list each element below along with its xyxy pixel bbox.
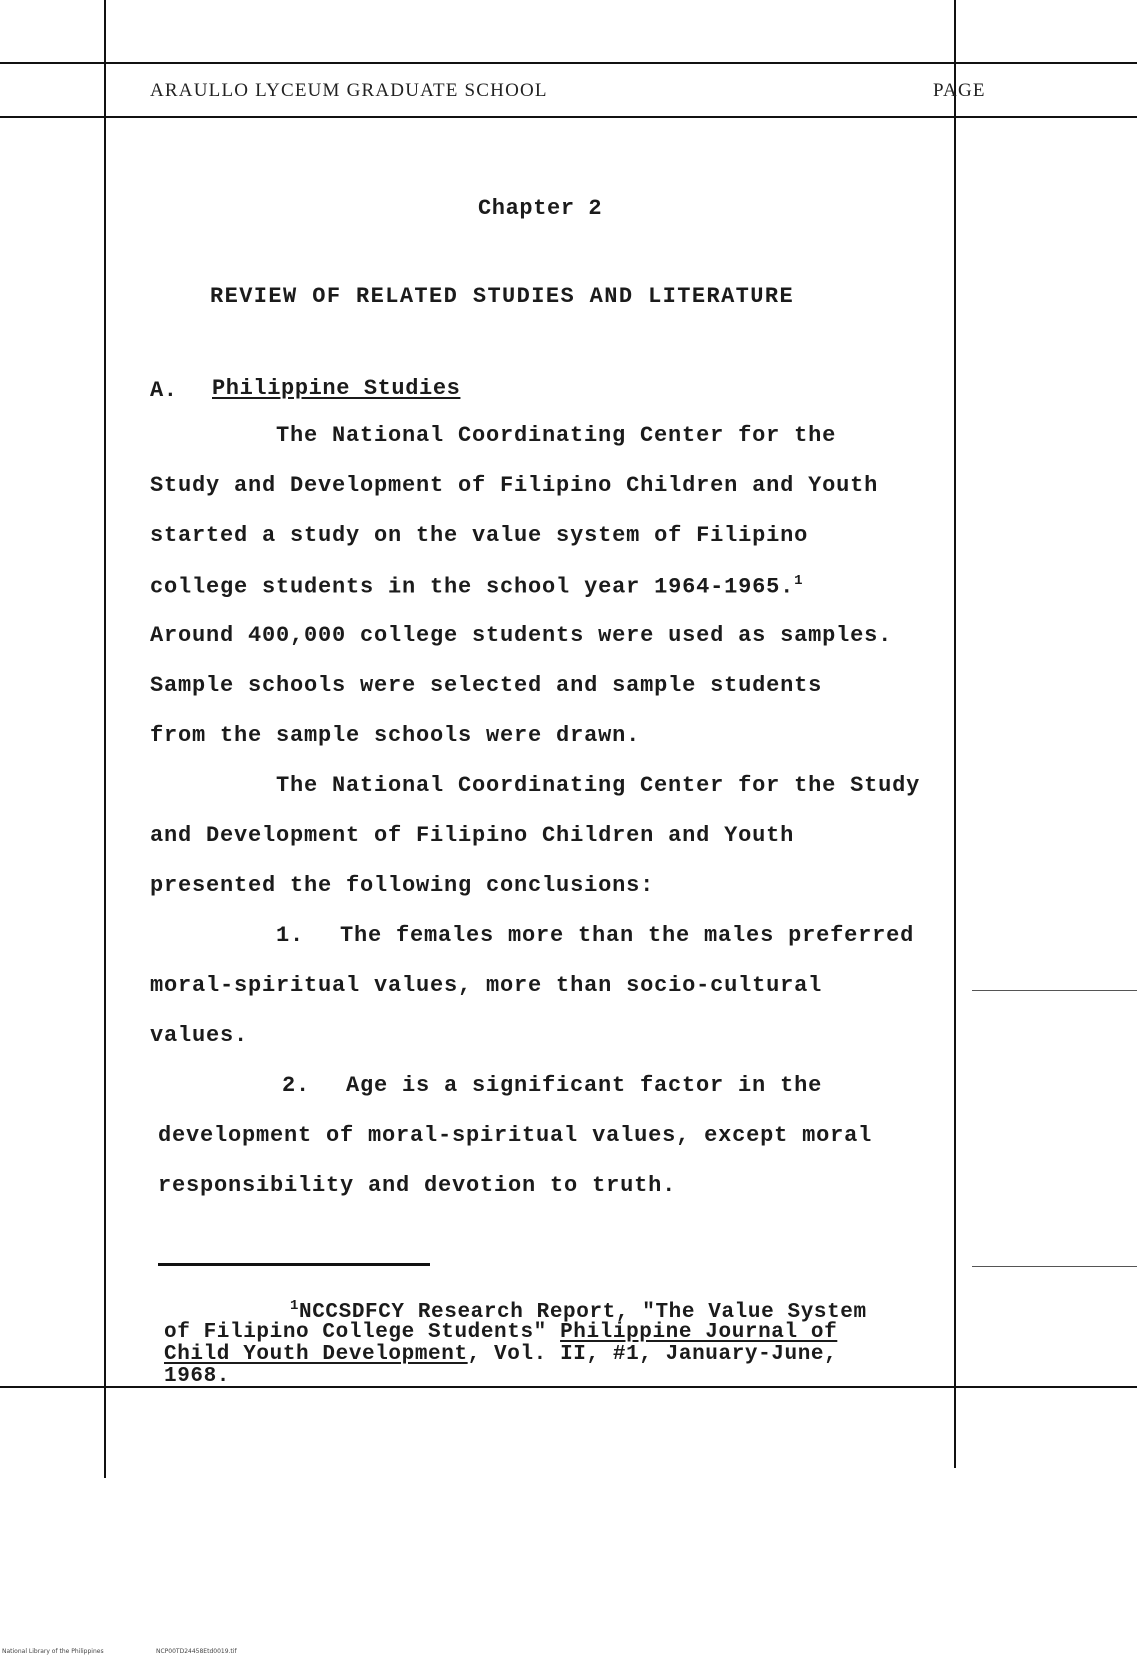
file-caption: NCP00TD24458Etd0019.tif — [156, 1648, 237, 1655]
footnote-line — [164, 1322, 837, 1344]
header-bottom-rule — [0, 116, 1137, 118]
conclusion-line: The females more than the males preferred — [340, 923, 915, 948]
conclusion-line: Age is a significant factor in the — [346, 1073, 823, 1098]
chapter-title: Chapter 2 — [478, 196, 603, 221]
frame-left-border — [104, 0, 106, 1478]
paragraph2-line: presented the following conclusions: — [150, 873, 655, 898]
margin-tick-right-2 — [972, 1266, 1137, 1267]
paragraph1-line: from the sample schools were drawn. — [150, 723, 641, 748]
margin-tick-right — [972, 990, 1137, 991]
chapter-heading: REVIEW OF RELATED STUDIES AND LITERATURE — [210, 284, 795, 309]
journal-title: Philippine Journal of — [560, 1321, 838, 1344]
journal-title: Child Youth Development — [164, 1343, 468, 1366]
paragraph1-line: The National Coordinating Center for the — [276, 423, 837, 448]
conclusion-line: moral-spiritual values, more than socio-cultural — [150, 973, 823, 998]
paragraph1-line: Study and Development of Filipino Children and Youth — [150, 473, 879, 498]
conclusion-number: 1. — [276, 923, 305, 948]
paragraph1-line: Around 400,000 college students were used as samples. — [150, 623, 893, 648]
paragraph1-line: Sample schools were selected and sample students — [150, 673, 823, 698]
footnote-separator — [158, 1263, 430, 1266]
footnote-line — [164, 1344, 837, 1366]
footnote-line: 1968. — [164, 1365, 231, 1388]
conclusion-line: values. — [150, 1023, 249, 1048]
frame-right-border — [954, 0, 956, 1468]
paragraph2-line: and Development of Filipino Children and Youth — [150, 823, 795, 848]
paragraph1-line: college students in the school year 1964-1965. — [150, 574, 795, 600]
footnote-text: NCCSDFCY Research Report, "The Value System — [299, 1301, 867, 1324]
paragraph2-line: The National Coordinating Center for the Study — [276, 773, 921, 798]
footnote-text: , Vol. II, #1, January-June, — [467, 1343, 838, 1366]
conclusion-line: responsibility and devotion to truth. — [158, 1173, 677, 1198]
footnote-reference: 1 — [794, 573, 804, 589]
page-label: PAGE — [933, 80, 986, 101]
conclusion-number: 2. — [282, 1073, 311, 1098]
footnote-line — [290, 1295, 867, 1324]
footnote-text: of Filipino College Students" — [164, 1321, 561, 1344]
section-title: Philippine Studies — [212, 376, 461, 401]
paragraph1-line-with-footnote — [150, 573, 803, 599]
header-top-rule — [0, 62, 1137, 64]
paragraph1-line: started a study on the value system of Filipino — [150, 523, 809, 548]
library-caption: National Library of the Philippines — [2, 1648, 104, 1655]
footnote-mark: 1 — [290, 1298, 300, 1314]
conclusion-line: development of moral-spiritual values, except moral — [158, 1123, 873, 1148]
school-name: ARAULLO LYCEUM GRADUATE SCHOOL — [150, 80, 548, 101]
section-letter: A. — [150, 378, 178, 403]
